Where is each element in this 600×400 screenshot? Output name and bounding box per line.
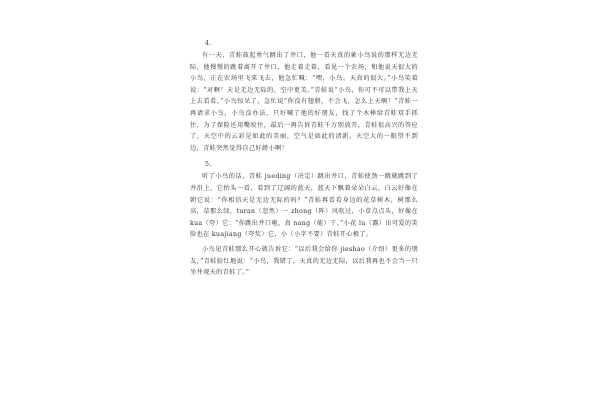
section-5-paragraph-2: 小鸟见青蛙那么开心就告诉它：“以后我会给你 jieshao（介绍）更多的朋友，”青蛙脸红地说：“小鸟，我错了，天真的无边无际，以后我再也不会当一只坐井观天的青蛙了。” [190,245,418,277]
section-number-5: 5. [205,161,212,169]
document-page [190,38,418,279]
section-5-paragraph-1: 听了小鸟的话，青蛙 jueding（决定）跳出井口，青蛙使劲一跳就跳到了井沿上，它抬头一看，看到了辽阔的蓝天，蓝天下飘着朵朵白云，白云好像在朝它说：“你相信天是无边无际的吗？”青蛙再看看身边的花草树木，树那么高，草那么绿，turan（忽然）一 zhong（阵）风吹过，小草点点头，好像在 kua（夸）它：“你跳出井口啦，真 nang（能）干。”小花 lu（露）出可爱的笑脸也在 kuajiang（夸奖）它，小（小字不要）青蛙开心极了。 [190,173,418,239]
section-4-paragraph: 有一天，青蛙鼓起勇气跳出了井口，他一看天真的象小鸟说的那样无边无际，他慢慢的跳着离开了井口，他走着走着，看见一个农场，和他说天很大的小鸟，正在农场里飞来飞去，他急忙喊：“嘿，小鸟，天真的很大。”小鸟笑着说：“对啊！天是无边无际的，空中更美。”青蛙说“小鸟，你可不可以带我上天上去看看。”小鸟惊呆了，急忙说“你没有翅膀，不会飞，怎么上天啊！”青蛙一再请求小鸟，小鸟没办法，只好喊了他的好朋友，找了个木棒给青蛙双手抓住，为了保险还用嘴咬住，最后一再告诉青蛙千万别放开，青蛙很高兴的答应了，天空中的云彩是如此的美丽，空气是如此的清新，天空大的一眼望不到边，青蛙突然觉得自己好渺小啊！ [190,52,418,152]
section-number-4: 4. [205,40,212,47]
